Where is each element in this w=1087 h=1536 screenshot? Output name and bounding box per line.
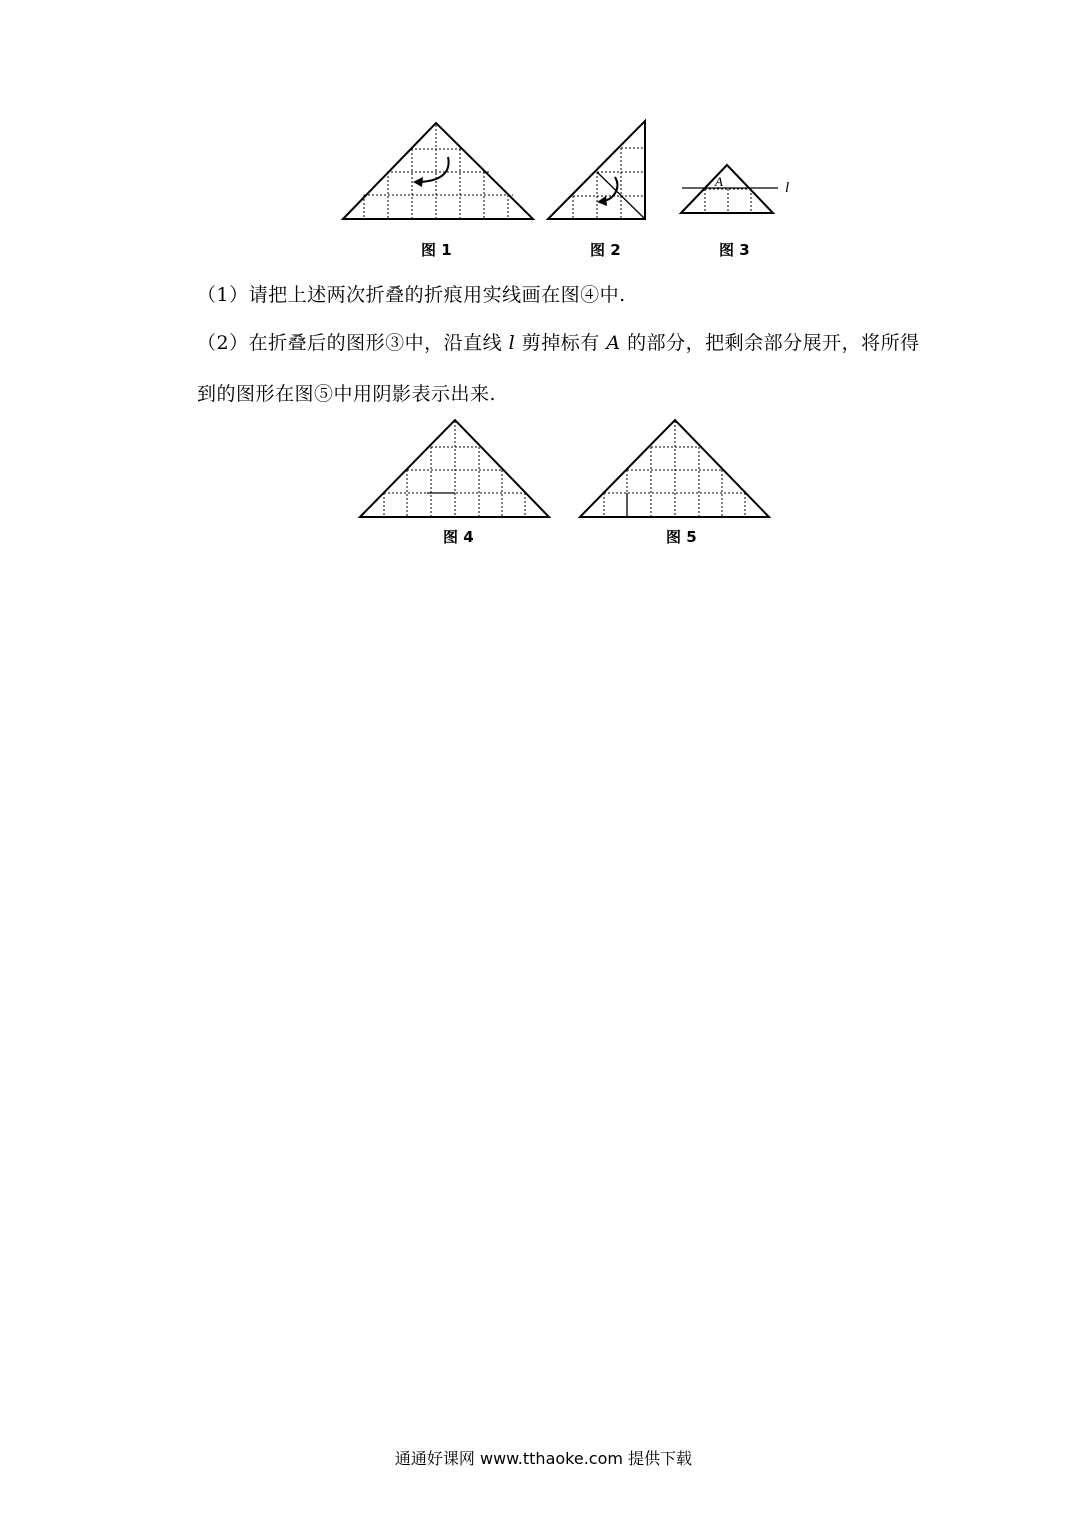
figure-2-caption: 图 2 (590, 241, 621, 259)
question-2-var-l: l (508, 332, 516, 354)
figure-3-label-a: A (715, 174, 723, 189)
figure-3-triangle (675, 160, 805, 220)
question-1: （1）请把上述两次折叠的折痕用实线画在图④中. (197, 284, 626, 306)
figure-4-caption: 图 4 (443, 528, 474, 546)
figure-2-triangle (543, 115, 653, 225)
figure-3-label-l: l (785, 180, 790, 196)
question-2-text-b: 剪掉标有 (515, 332, 607, 354)
figure-5-caption: 图 5 (666, 528, 697, 546)
figure-3-caption: 图 3 (719, 241, 750, 259)
question-2-text-c: 的部分，把剩余部分展开，将所得 (620, 332, 920, 354)
figure-4-triangle (355, 413, 555, 523)
question-2-var-a: A (606, 332, 621, 354)
question-2-line-2: 到的图形在图⑤中用阴影表示出来. (197, 383, 497, 405)
figure-1-triangle (335, 115, 541, 225)
figure-1-caption: 图 1 (421, 241, 452, 259)
figure-5-triangle (575, 413, 775, 523)
footer-source: 通通好课网 www.tthaoke.com 提供下载 (394, 1449, 693, 1468)
question-2-text-a: （2）在折叠后的图形③中，沿直线 (197, 332, 509, 354)
question-2-line-1 (197, 331, 920, 355)
